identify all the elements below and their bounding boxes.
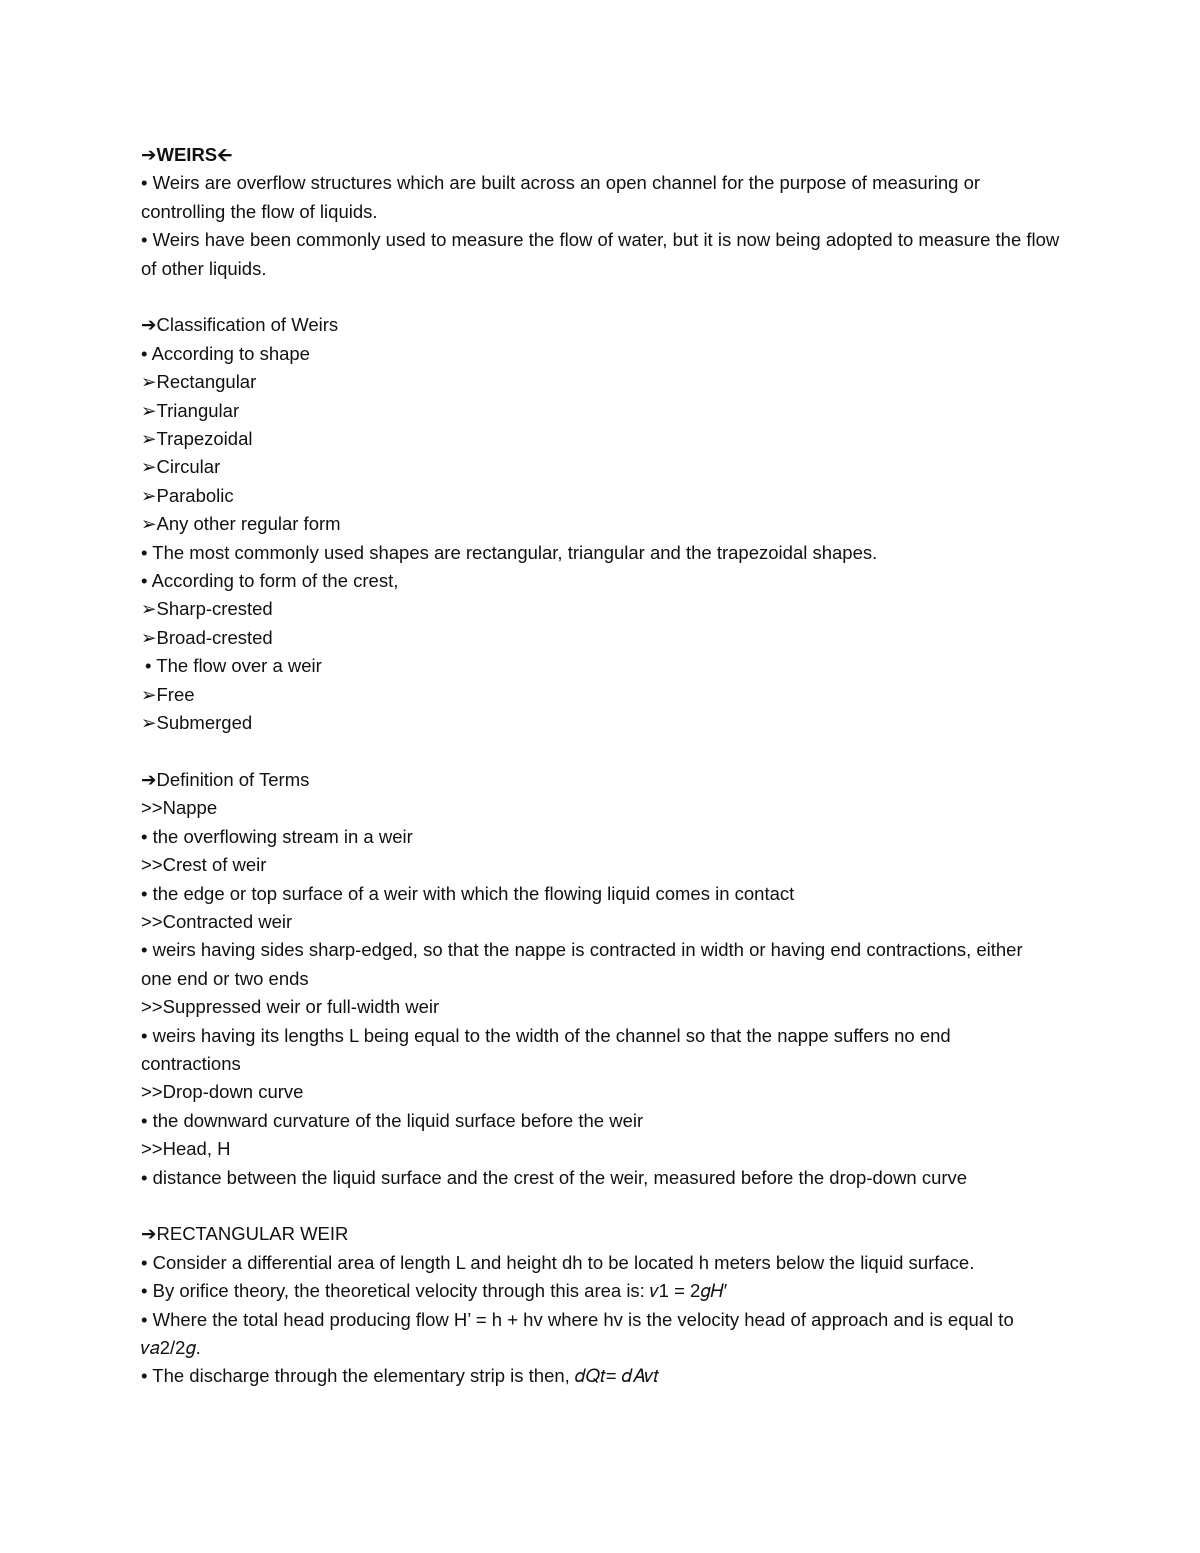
term: >>Contracted weir bbox=[141, 910, 293, 932]
term-definition: • weirs having its lengths L being equal to the width of the channel so that the nappe suffers no end contractions bbox=[141, 1024, 951, 1074]
section-heading-rectangular-weir: ➔RECTANGULAR WEIR bbox=[141, 1223, 349, 1245]
section-heading-classification: ➔Classification of Weirs bbox=[141, 314, 339, 336]
term-definition: • distance between the liquid surface and the crest of the weir, measured before the drop-down curve bbox=[141, 1166, 968, 1188]
list-item: ➢Trapezoidal bbox=[141, 428, 253, 450]
term-definition: • the downward curvature of the liquid surface before the weir bbox=[141, 1109, 644, 1131]
list-item: • Where the total head producing flow H’ = h + hv where hv is the velocity head of approach and is equal to 𝑣𝑎2/2𝑔. bbox=[141, 1308, 1014, 1359]
spacer bbox=[141, 738, 1071, 766]
term-definition: • the overflowing stream in a weir bbox=[141, 825, 413, 847]
section-heading-definitions: ➔Definition of Terms bbox=[141, 768, 310, 790]
term-definition: • weirs having sides sharp-edged, so that the nappe is contracted in width or having end contractions, either one end or two ends bbox=[141, 939, 1023, 989]
list-item: ➢Sharp-crested bbox=[141, 598, 273, 620]
term-definition: • the edge or top surface of a weir with which the flowing liquid comes in contact bbox=[141, 882, 795, 904]
list-item: ➢Any other regular form bbox=[141, 513, 341, 535]
list-item: • According to shape bbox=[141, 342, 310, 364]
page-title: ➔WEIRS🡨 bbox=[141, 144, 233, 165]
term: >>Crest of weir bbox=[141, 854, 267, 876]
list-item: ➢Parabolic bbox=[141, 484, 234, 506]
list-item: ➢Free bbox=[141, 683, 195, 705]
list-item: ➢Broad-crested bbox=[141, 626, 273, 648]
term: >>Nappe bbox=[141, 797, 218, 819]
list-item: ➢Rectangular bbox=[141, 371, 257, 393]
list-item: • The most commonly used shapes are rectangular, triangular and the trapezoidal shapes. bbox=[141, 541, 878, 563]
list-item: ➢Triangular bbox=[141, 399, 240, 421]
intro-paragraph: • Weirs have been commonly used to measure the flow of water, but it is now being adopted to measure the flow of other liquids. bbox=[141, 229, 1060, 279]
term: >>Drop-down curve bbox=[141, 1081, 304, 1103]
spacer bbox=[141, 1192, 1071, 1220]
document-body bbox=[141, 141, 1071, 1391]
list-item: ➢Circular bbox=[141, 456, 221, 478]
list-item: • According to form of the crest, bbox=[141, 570, 399, 592]
list-item: • By orifice theory, the theoretical velocity through this area is: 𝑣1 = 2𝑔𝐻′ bbox=[141, 1280, 728, 1302]
spacer bbox=[141, 283, 1071, 311]
intro-paragraph: • Weirs are overflow structures which are built across an open channel for the purpose of measuring or controlling the flow of liquids. bbox=[141, 172, 981, 222]
term: >>Head, H bbox=[141, 1138, 231, 1160]
list-item: • Consider a differential area of length L and height dh to be located h meters below the liquid surface. bbox=[141, 1251, 975, 1273]
list-item: ➢Submerged bbox=[141, 712, 253, 734]
list-item: • The discharge through the elementary strip is then, 𝑑𝑄𝑡= 𝑑𝐴𝑣𝑡 bbox=[141, 1365, 659, 1387]
term: >>Suppressed weir or full-width weir bbox=[141, 996, 440, 1018]
list-item: • The flow over a weir bbox=[145, 655, 322, 677]
